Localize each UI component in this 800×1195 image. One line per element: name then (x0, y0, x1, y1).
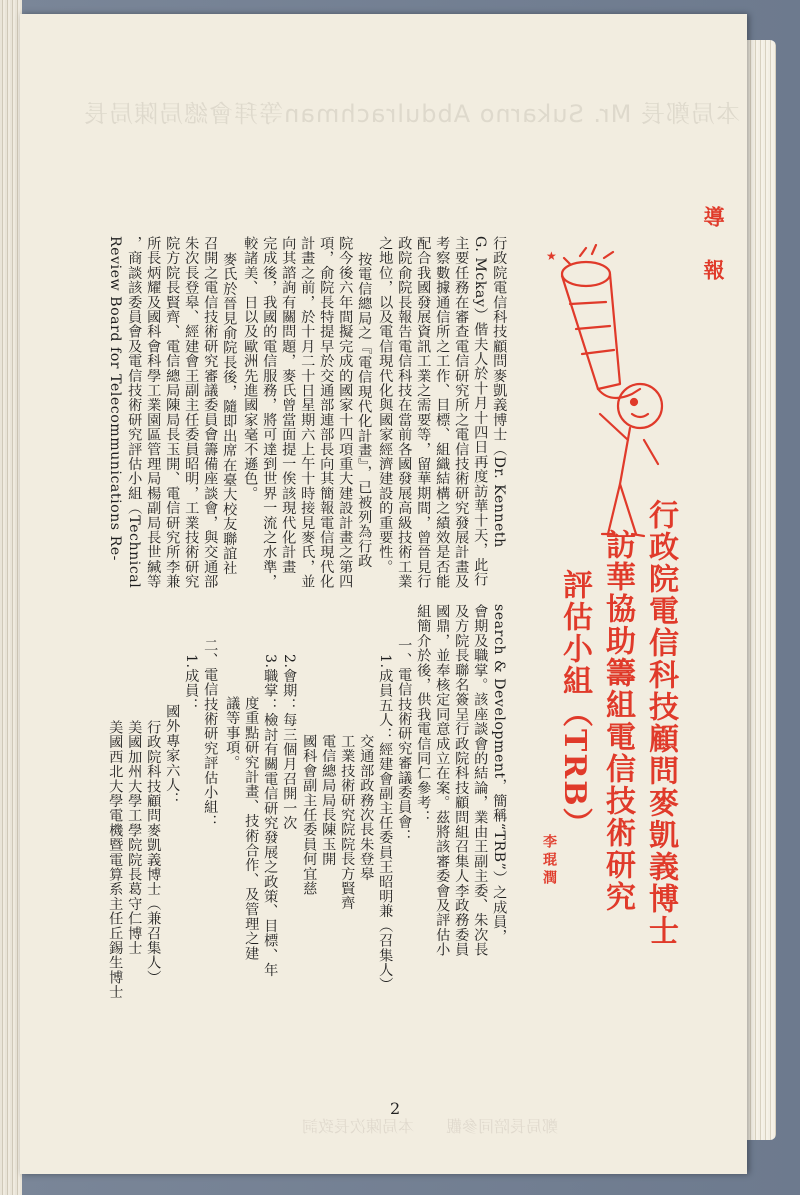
body-column: search & Development，簡稱“TRB”）之成員， (491, 604, 508, 944)
body-column: 完成後，我國的電信服務，將可達到世界一流之水準， (261, 236, 278, 589)
svg-text:★: ★ (546, 249, 557, 263)
list-line: 二、電信技術研究評估小組： (202, 638, 219, 830)
list-line: 國外專家六人： (164, 704, 181, 807)
list-line: 議等事項。 (224, 696, 241, 770)
body-column: 所長炳耀及國科會科學工業園區管理局楊副局長世緘等 (145, 236, 162, 589)
body-column: 考察數據通信所之工作、目標、組織結構之績效是否能 (434, 236, 451, 589)
list-line: 2.會期：每三個月召開一次 (281, 654, 298, 831)
list-line: 行政院科技顧問麥凱義博士（兼召集人） (145, 720, 162, 985)
body-column: 配合我國發展資訊工業之需要等，留華期間，曾晉見行 (415, 236, 432, 589)
body-column: 朱次長登皋、經建會王副主任委員昭明，工業技術研究 (183, 236, 200, 589)
body-column: 院方院長賢齊、電信總局陳局長玉開、電信研究所李兼 (164, 236, 181, 589)
page-number: 2 (390, 1099, 401, 1118)
list-line: 一、電信技術研究審議委員會： (396, 638, 413, 844)
list-line: 3.職掌：檢討有關電信研究發展之政策、目標、年 (262, 654, 279, 978)
body-column: 向其諮詢有關問題，麥氏曾當面提一俟該現代化計畫 (280, 236, 297, 575)
body-column: 行政院電信科技顧問麥凱義博士（Dr. Kenneth (491, 236, 508, 548)
bleed-through-footer: 鄭局長陪同參觀 本局陳次長致詞 (302, 1117, 559, 1136)
body-column: G. Mckay）偕夫人於十月十四日再度訪華十天，此行 (472, 236, 489, 587)
body-column: Review Board for Telecommunications Re- (107, 236, 124, 561)
body-column: 麥氏於晉見俞院長後，隨即出席在臺大校友聯誼社 (221, 252, 238, 576)
body-column: 主要任務在審查電信研究所之電信技術研究發展計畫及 (453, 236, 470, 589)
body-column: 召開之電信技術研究審議委員會籌備座談會，與交通部 (202, 236, 219, 589)
title-line-2: 訪華協助籌組電信技術研究 (600, 529, 635, 913)
list-line: 國科會副主任委員何宜慈 (301, 734, 318, 896)
body-column: 及方院長聯名簽呈行政院科技顧問組召集人李政務委員 (453, 604, 470, 957)
body-column: 組簡介於後，供我電信同仁參考： (415, 604, 432, 825)
body-column: ，商談該委員會及電信技術研究評估小組（Technical (126, 236, 143, 589)
body-column: 會期及職掌。該座談會的結論，業由王副主委、朱次長 (472, 604, 489, 957)
title-line-3: 評估小組（TRB） (557, 569, 592, 840)
list-line: 1.成員五人：經建會副主任委員王昭明兼（召集人） (377, 654, 394, 992)
body-column: 國鼎，並奉核定同意成立在案。茲將該審委會及評估小 (434, 604, 451, 957)
section-label: 導報 (701, 206, 726, 312)
body-column: 計畫之前，於十月二十日星期六上午十時接見麥氏，並 (299, 236, 316, 589)
body-column: 按電信總局之『電信現代化計畫』，已被列為行政 (356, 252, 373, 569)
body-column: 院今後六年間擬完成的國家十四項重大建設計畫之第四 (337, 236, 354, 589)
list-line: 電信總局局長陳玉開 (320, 734, 337, 867)
list-line: 美國西北大學電機暨電算系主任丘錫生博士 (107, 720, 124, 1000)
list-line: 1.成員： (183, 654, 200, 713)
body-column: 政院俞院長報告電信科技在當前各國發展高級技術工業 (396, 236, 413, 589)
list-line: 交通部政務次長朱登皋 (358, 734, 375, 881)
list-line: 度重點研究計畫、技術合作、及管理之建 (243, 696, 260, 961)
body-column: 之地位，以及電信現代化與國家經濟建設的重要性。 (377, 236, 394, 575)
author-name: 李琨潤 (541, 834, 557, 888)
list-line: 美國加州大學工學院院長葛守仁博士 (126, 720, 143, 956)
body-column: 較諸美、日以及歐洲先進國家毫不遜色。 (242, 236, 259, 501)
magazine-page (20, 14, 747, 1174)
body-column: 項，俞院長特提早於交通部連部長向其簡報電信現代化 (318, 236, 335, 589)
title-line-1: 行政院電信科技顧問麥凱義博士 (643, 499, 678, 947)
bleed-through-header: 本局鄭長 Mr. Sukarno Abdulrachman等拜會總局陳局長 (83, 100, 740, 128)
left-page-edges (0, 0, 22, 1195)
list-line: 工業技術研究院院長方賢齊 (339, 734, 356, 911)
